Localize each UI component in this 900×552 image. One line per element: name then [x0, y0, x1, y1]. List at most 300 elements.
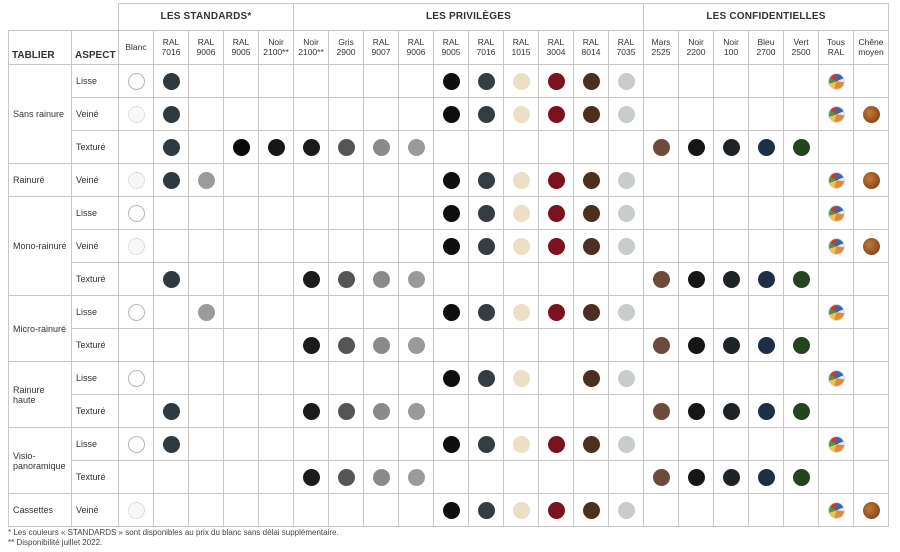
- color-cell: [749, 494, 784, 527]
- table-row: [9, 65, 889, 98]
- color-swatch: [758, 337, 775, 354]
- color-cell: [434, 296, 469, 329]
- color-swatch: [408, 337, 425, 354]
- color-cell: [469, 131, 504, 164]
- color-cell: [714, 65, 749, 98]
- color-cell: [224, 197, 259, 230]
- color-cell: [119, 362, 154, 395]
- aspect-label: Lisse: [72, 428, 119, 461]
- color-cell: [644, 329, 679, 362]
- color-cell: [504, 461, 539, 494]
- color-cell: [364, 362, 399, 395]
- color-cell: [329, 197, 364, 230]
- tablier-label: Cassettes: [9, 494, 72, 527]
- color-cell: [224, 494, 259, 527]
- color-swatch: [828, 172, 845, 189]
- color-cell: [119, 296, 154, 329]
- color-cell: [714, 263, 749, 296]
- color-cell: [784, 263, 819, 296]
- color-cell: [224, 296, 259, 329]
- color-cell: [399, 395, 434, 428]
- group-confidentielles: LES CONFIDENTIELLES: [644, 4, 889, 31]
- color-swatch: [828, 370, 845, 387]
- color-cell: [399, 494, 434, 527]
- color-swatch: [198, 172, 215, 189]
- color-cell: [679, 263, 714, 296]
- column-header: Noir 100: [714, 31, 749, 65]
- color-swatch: [583, 172, 600, 189]
- column-header: Bleu 2700: [749, 31, 784, 65]
- color-cell: [854, 461, 889, 494]
- color-cell: [609, 494, 644, 527]
- color-swatch: [303, 469, 320, 486]
- color-swatch: [303, 271, 320, 288]
- color-cell: [574, 197, 609, 230]
- color-cell: [294, 395, 329, 428]
- color-swatch: [443, 205, 460, 222]
- table-row: [9, 131, 889, 164]
- tablier-label: Micro-rainuré: [9, 296, 72, 362]
- color-swatch: [548, 304, 565, 321]
- color-cell: [364, 329, 399, 362]
- color-cell: [784, 296, 819, 329]
- color-cell: [189, 395, 224, 428]
- color-cell: [784, 98, 819, 131]
- color-swatch: [513, 436, 530, 453]
- color-swatch: [583, 73, 600, 90]
- column-header: RAL 9006: [189, 31, 224, 65]
- color-cell: [259, 494, 294, 527]
- color-cell: [364, 98, 399, 131]
- color-swatch: [408, 469, 425, 486]
- color-swatch: [618, 73, 635, 90]
- color-cell: [189, 296, 224, 329]
- color-cell: [294, 362, 329, 395]
- color-cell: [294, 461, 329, 494]
- color-cell: [784, 494, 819, 527]
- color-cell: [294, 164, 329, 197]
- color-swatch: [618, 304, 635, 321]
- color-swatch: [338, 337, 355, 354]
- color-cell: [224, 461, 259, 494]
- color-cell: [259, 461, 294, 494]
- color-cell: [819, 263, 854, 296]
- color-swatch: [653, 337, 670, 354]
- color-swatch: [583, 502, 600, 519]
- color-cell: [329, 98, 364, 131]
- color-swatch: [548, 238, 565, 255]
- color-cell: [819, 494, 854, 527]
- color-cell: [714, 329, 749, 362]
- color-cell: [644, 164, 679, 197]
- color-cell: [644, 98, 679, 131]
- color-cell: [259, 131, 294, 164]
- column-header: Gris 2900: [329, 31, 364, 65]
- color-cell: [644, 494, 679, 527]
- color-cell: [364, 395, 399, 428]
- color-cell: [714, 461, 749, 494]
- color-cell: [854, 263, 889, 296]
- color-swatch: [163, 436, 180, 453]
- color-swatch: [128, 238, 145, 255]
- color-cell: [294, 98, 329, 131]
- color-swatch: [303, 403, 320, 420]
- color-cell: [259, 164, 294, 197]
- color-cell: [784, 395, 819, 428]
- color-cell: [679, 65, 714, 98]
- color-swatch: [373, 337, 390, 354]
- color-cell: [154, 362, 189, 395]
- color-cell: [329, 230, 364, 263]
- color-swatch: [373, 403, 390, 420]
- color-cell: [574, 428, 609, 461]
- color-swatch: [128, 436, 145, 453]
- color-cell: [679, 329, 714, 362]
- column-header: Noir 2100**: [294, 31, 329, 65]
- color-cell: [819, 362, 854, 395]
- color-cell: [749, 263, 784, 296]
- color-cell: [644, 65, 679, 98]
- color-swatch: [513, 106, 530, 123]
- color-cell: [784, 329, 819, 362]
- table-row: [9, 164, 889, 197]
- color-swatch: [688, 139, 705, 156]
- color-swatch: [233, 139, 250, 156]
- color-cell: [644, 296, 679, 329]
- color-cell: [644, 131, 679, 164]
- color-swatch: [583, 238, 600, 255]
- color-cell: [294, 263, 329, 296]
- color-swatch: [478, 172, 495, 189]
- aspect-label: Veiné: [72, 164, 119, 197]
- color-cell: [539, 362, 574, 395]
- color-cell: [259, 263, 294, 296]
- color-swatch: [478, 304, 495, 321]
- color-swatch: [373, 469, 390, 486]
- color-cell: [119, 428, 154, 461]
- color-cell: [539, 428, 574, 461]
- color-swatch: [513, 370, 530, 387]
- color-swatch: [653, 403, 670, 420]
- color-cell: [399, 131, 434, 164]
- color-cell: [819, 296, 854, 329]
- color-swatch: [863, 238, 880, 255]
- color-cell: [749, 197, 784, 230]
- color-cell: [609, 395, 644, 428]
- color-swatch: [758, 139, 775, 156]
- color-cell: [609, 329, 644, 362]
- color-cell: [644, 230, 679, 263]
- color-cell: [434, 329, 469, 362]
- color-swatch: [688, 403, 705, 420]
- column-header: RAL 1015: [504, 31, 539, 65]
- color-cell: [784, 131, 819, 164]
- color-cell: [154, 164, 189, 197]
- color-swatch: [163, 73, 180, 90]
- color-cell: [154, 494, 189, 527]
- color-swatch: [583, 304, 600, 321]
- color-cell: [329, 131, 364, 164]
- color-swatch: [303, 139, 320, 156]
- tablier-label: Sans rainure: [9, 65, 72, 164]
- color-cell: [329, 461, 364, 494]
- footnote-availability: ** Disponibilité juillet 2022.: [8, 538, 103, 547]
- color-cell: [784, 65, 819, 98]
- color-cell: [434, 494, 469, 527]
- color-swatch: [548, 205, 565, 222]
- color-swatch: [443, 172, 460, 189]
- color-cell: [364, 494, 399, 527]
- color-cell: [469, 395, 504, 428]
- color-cell: [189, 164, 224, 197]
- color-cell: [819, 230, 854, 263]
- color-swatch: [163, 106, 180, 123]
- color-cell: [574, 164, 609, 197]
- tablier-label: Visio- panoramique: [9, 428, 72, 494]
- column-header: RAL 7035: [609, 31, 644, 65]
- color-cell: [854, 164, 889, 197]
- color-swatch: [583, 205, 600, 222]
- color-cell: [224, 395, 259, 428]
- color-swatch: [793, 469, 810, 486]
- color-cell: [329, 494, 364, 527]
- color-swatch: [128, 502, 145, 519]
- color-swatch: [828, 205, 845, 222]
- color-cell: [259, 197, 294, 230]
- color-cell: [434, 65, 469, 98]
- color-cell: [259, 395, 294, 428]
- color-cell: [364, 428, 399, 461]
- color-cell: [294, 65, 329, 98]
- color-swatch: [828, 502, 845, 519]
- color-swatch: [618, 172, 635, 189]
- color-cell: [539, 98, 574, 131]
- color-swatch: [583, 436, 600, 453]
- color-cell: [504, 362, 539, 395]
- color-cell: [399, 65, 434, 98]
- color-cell: [679, 230, 714, 263]
- color-swatch: [163, 139, 180, 156]
- color-cell: [504, 230, 539, 263]
- color-cell: [399, 428, 434, 461]
- color-swatch: [408, 139, 425, 156]
- color-cell: [329, 296, 364, 329]
- color-cell: [294, 197, 329, 230]
- color-cell: [189, 263, 224, 296]
- color-cell: [539, 494, 574, 527]
- color-cell: [119, 164, 154, 197]
- tablier-label: Rainuré: [9, 164, 72, 197]
- column-header: RAL 9005: [434, 31, 469, 65]
- color-cell: [784, 230, 819, 263]
- color-swatch: [338, 469, 355, 486]
- color-cell: [189, 131, 224, 164]
- color-swatch: [583, 370, 600, 387]
- color-cell: [294, 329, 329, 362]
- header-aspect: ASPECT: [72, 31, 119, 65]
- color-cell: [294, 230, 329, 263]
- color-cell: [854, 230, 889, 263]
- color-swatch: [408, 271, 425, 288]
- color-swatch: [793, 139, 810, 156]
- color-swatch: [443, 238, 460, 255]
- color-cell: [224, 362, 259, 395]
- color-swatch: [128, 370, 145, 387]
- aspect-label: Lisse: [72, 197, 119, 230]
- color-cell: [189, 230, 224, 263]
- color-cell: [679, 98, 714, 131]
- color-cell: [574, 230, 609, 263]
- color-swatch: [303, 337, 320, 354]
- color-swatch: [618, 370, 635, 387]
- color-cell: [574, 131, 609, 164]
- color-cell: [679, 197, 714, 230]
- color-cell: [224, 131, 259, 164]
- color-swatch: [338, 271, 355, 288]
- color-swatch: [548, 502, 565, 519]
- color-cell: [364, 164, 399, 197]
- color-cell: [714, 230, 749, 263]
- color-cell: [784, 428, 819, 461]
- color-cell: [539, 329, 574, 362]
- color-swatch: [863, 106, 880, 123]
- color-cell: [679, 131, 714, 164]
- color-cell: [714, 362, 749, 395]
- color-cell: [749, 461, 784, 494]
- color-cell: [609, 98, 644, 131]
- color-swatch: [618, 106, 635, 123]
- color-cell: [539, 131, 574, 164]
- color-swatch: [513, 73, 530, 90]
- color-cell: [644, 395, 679, 428]
- color-cell: [364, 65, 399, 98]
- color-swatch: [618, 238, 635, 255]
- aspect-label: Veiné: [72, 98, 119, 131]
- color-swatch: [548, 73, 565, 90]
- color-swatch: [653, 139, 670, 156]
- color-cell: [329, 263, 364, 296]
- color-cell: [539, 197, 574, 230]
- color-cell: [119, 395, 154, 428]
- color-cell: [679, 164, 714, 197]
- color-cell: [679, 362, 714, 395]
- color-cell: [539, 164, 574, 197]
- color-swatch: [653, 271, 670, 288]
- color-cell: [679, 428, 714, 461]
- color-cell: [749, 164, 784, 197]
- color-cell: [749, 329, 784, 362]
- color-cell: [294, 494, 329, 527]
- color-cell: [154, 98, 189, 131]
- aspect-label: Veiné: [72, 494, 119, 527]
- color-cell: [469, 164, 504, 197]
- color-cell: [469, 98, 504, 131]
- color-cell: [714, 164, 749, 197]
- color-cell: [504, 428, 539, 461]
- color-swatch: [443, 73, 460, 90]
- color-swatch: [688, 337, 705, 354]
- color-swatch: [513, 502, 530, 519]
- color-swatch: [793, 403, 810, 420]
- color-cell: [154, 395, 189, 428]
- color-swatch: [618, 502, 635, 519]
- color-swatch: [723, 139, 740, 156]
- color-swatch: [163, 172, 180, 189]
- color-cell: [714, 494, 749, 527]
- color-cell: [819, 395, 854, 428]
- color-swatch: [688, 271, 705, 288]
- color-swatch: [688, 469, 705, 486]
- color-cell: [259, 362, 294, 395]
- color-cell: [784, 164, 819, 197]
- color-cell: [504, 494, 539, 527]
- color-cell: [819, 131, 854, 164]
- color-cell: [714, 296, 749, 329]
- color-cell: [364, 296, 399, 329]
- color-cell: [539, 263, 574, 296]
- color-cell: [399, 197, 434, 230]
- color-cell: [469, 428, 504, 461]
- color-cell: [364, 131, 399, 164]
- color-swatch: [723, 337, 740, 354]
- color-cell: [539, 296, 574, 329]
- table-row: [9, 98, 889, 131]
- color-swatch: [548, 436, 565, 453]
- column-header: RAL 8014: [574, 31, 609, 65]
- color-cell: [609, 164, 644, 197]
- aspect-label: Lisse: [72, 362, 119, 395]
- color-cell: [574, 494, 609, 527]
- color-swatch: [478, 436, 495, 453]
- aspect-label: Texturé: [72, 263, 119, 296]
- color-swatch: [478, 238, 495, 255]
- color-swatch: [618, 205, 635, 222]
- color-swatch: [513, 205, 530, 222]
- color-cell: [749, 230, 784, 263]
- color-cell: [119, 65, 154, 98]
- color-cell: [504, 329, 539, 362]
- aspect-label: Texturé: [72, 395, 119, 428]
- color-cell: [854, 428, 889, 461]
- color-cell: [609, 461, 644, 494]
- group-standards: LES STANDARDS*: [119, 4, 294, 31]
- color-swatch: [828, 304, 845, 321]
- color-cell: [609, 263, 644, 296]
- color-cell: [154, 263, 189, 296]
- color-cell: [224, 263, 259, 296]
- color-cell: [189, 329, 224, 362]
- color-cell: [399, 329, 434, 362]
- tablier-label: Rainure haute: [9, 362, 72, 428]
- color-cell: [504, 164, 539, 197]
- footnote-standards: * Les couleurs « STANDARDS » sont disponibles au prix du blanc sans délai supplémentaire.: [8, 528, 339, 537]
- color-cell: [714, 197, 749, 230]
- color-swatch: [128, 172, 145, 189]
- color-cell: [749, 395, 784, 428]
- color-cell: [224, 428, 259, 461]
- color-cell: [224, 164, 259, 197]
- color-cell: [609, 65, 644, 98]
- color-cell: [434, 197, 469, 230]
- color-cell: [399, 461, 434, 494]
- color-swatch: [128, 304, 145, 321]
- color-cell: [574, 461, 609, 494]
- color-swatch: [478, 205, 495, 222]
- color-swatch: [618, 436, 635, 453]
- color-swatch: [443, 370, 460, 387]
- color-cell: [504, 263, 539, 296]
- color-cell: [399, 164, 434, 197]
